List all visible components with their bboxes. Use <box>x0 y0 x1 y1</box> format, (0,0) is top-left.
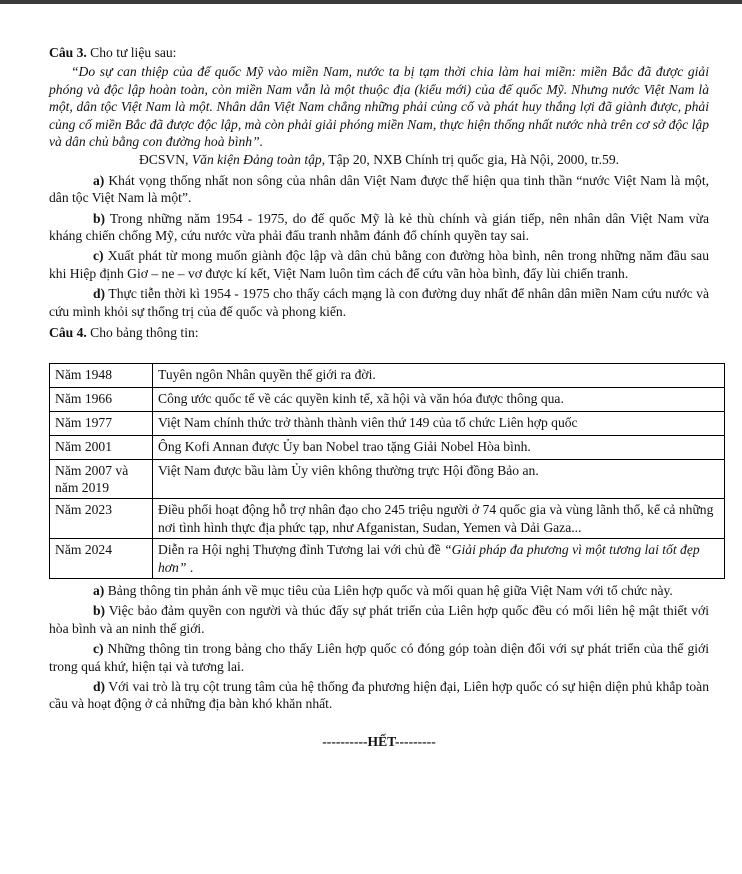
table-cell-event <box>153 539 725 579</box>
option-text: Với vai trò là trụ cột trung tâm của hệ thống đa phương hiện đại, Liên hợp quốc có sự hiện diện phủ khắp toàn cầu và hoạt động ở cả những địa bàn khó khăn nhất. <box>49 678 709 712</box>
table-row <box>50 539 725 579</box>
end-mark: ----------HẾT--------- <box>322 733 436 749</box>
table-cell-event: Công ước quốc tế về các quyền kinh tế, xã hội và văn hóa được thông qua. <box>153 387 725 411</box>
table-row <box>50 459 725 499</box>
event-text: Diễn ra Hội nghị Thượng đỉnh Tương lai với chủ đề <box>158 542 445 558</box>
option-text: Bảng thông tin phản ánh về mục tiêu của Liên hợp quốc và mối quan hệ giữa Việt Nam với tổ chức này. <box>104 582 673 598</box>
question-3-quote: “Do sự can thiệp của đế quốc Mỹ vào miền Nam, nước ta bị tạm thời chia làm hai miền: miền Bắc đã được giải phóng và độc lập hoàn toàn, còn miền Nam vẫn là một thuộc địa (kiểu mới) của đế quốc Mỹ. Nhưng nước Việt Nam là một, dân tộc Việt Nam là một. Nhân dân Việt Nam chẳng những phải củng cố và phát huy thắng lợi đã giành được, phải củng cố miền Bắc đã được độc lập, mà còn phải giải phóng miền Nam, thực hiện thống nhất nước nhà trên cơ sở độc lập và dân chủ bằng con đường hoà bình”. <box>49 64 709 150</box>
event-theme: “Giải pháp đa phương vì một tương lai tốt đẹp hơn” <box>158 542 700 575</box>
table-cell-event: Ông Kofi Annan được Ủy ban Nobel trao tặng Giải Nobel Hòa bình. <box>153 435 725 459</box>
option-text: Trong những năm 1954 - 1975, do đế quốc Mỹ là kẻ thù chính và gián tiếp, nên nhân dân Việt Nam vừa kháng chiến chống Mỹ, cứu nước vừa phải đấu tranh nhằm đánh đổ chính quyền tay sai. <box>49 210 709 244</box>
table-row <box>50 499 725 539</box>
option-key: d) <box>93 678 106 694</box>
question-3-source <box>49 151 709 168</box>
table-cell-event: Tuyên ngôn Nhân quyền thế giới ra đời. <box>153 363 725 387</box>
table-cell-year: Năm 1948 <box>50 363 153 387</box>
table-cell-year: Năm 1977 <box>50 411 153 435</box>
table-cell-year: Năm 2007 và năm 2019 <box>50 459 153 499</box>
table-cell-event: Việt Nam chính thức trở thành thành viên thứ 149 của tổ chức Liên hợp quốc <box>153 411 725 435</box>
option-text: Khát vọng thống nhất non sông của nhân dân Việt Nam được thể hiện qua tinh thần “nước Việt Nam là một, dân tộc Việt Nam là một”. <box>49 172 709 206</box>
option-key: b) <box>93 603 106 619</box>
table-row <box>50 387 725 411</box>
option-key: a) <box>93 582 105 598</box>
option-key: c) <box>93 641 104 657</box>
info-table <box>49 363 725 579</box>
source-title: Văn kiện Đảng toàn tập <box>191 152 322 168</box>
question-4-option-d <box>49 678 709 713</box>
question-3-option-d <box>49 285 709 320</box>
table-cell-year: Năm 1966 <box>50 387 153 411</box>
table-cell-year: Năm 2001 <box>50 435 153 459</box>
option-text: Việc bảo đảm quyền con người và thúc đẩy sự phát triển của Liên hợp quốc đều có mối liên hệ mật thiết với hòa bình và an ninh thế giới. <box>49 603 709 636</box>
question-4-label: Câu 4. <box>49 325 87 341</box>
question-3-label: Câu 3. <box>49 45 87 60</box>
document-page <box>49 44 714 750</box>
question-3-intro: Cho tư liệu sau: <box>86 45 177 60</box>
table-cell-year: Năm 2024 <box>50 539 153 579</box>
option-text: Thực tiễn thời kì 1954 - 1975 cho thấy cách mạng là con đường duy nhất để nhân dân miền Nam cứu nước và cứu mình khỏi sự thống trị của đế quốc và phong kiến. <box>49 286 709 319</box>
option-key: d) <box>93 286 106 302</box>
option-key: a) <box>93 172 105 188</box>
question-3-option-b <box>49 210 709 245</box>
question-4-option-c <box>49 640 709 675</box>
option-text: Những thông tin trong bảng cho thấy Liên hợp quốc có đóng góp toàn diện đối với sự phát triển của thế giới trong quá khứ, hiện tại và tương lai. <box>49 641 709 674</box>
event-tail: . <box>186 559 194 575</box>
question-4-intro: Cho bảng thông tin: <box>86 325 199 341</box>
option-key: c) <box>93 248 104 264</box>
source-details: , Tập 20, NXB Chính trị quốc gia, Hà Nội, 2000, tr.59. <box>321 152 620 168</box>
table-cell-year: Năm 2023 <box>50 499 153 539</box>
question-4-heading <box>49 324 709 341</box>
source-author: ĐCSVN, <box>138 152 192 168</box>
table-row <box>50 363 725 387</box>
question-3-heading <box>49 44 709 61</box>
option-key: b) <box>93 210 106 226</box>
question-3-option-a <box>49 172 709 207</box>
table-cell-event: Việt Nam được bầu làm Ủy viên không thường trực Hội đồng Bảo an. <box>153 459 725 499</box>
table-row <box>50 435 725 459</box>
question-4-option-b <box>49 602 709 637</box>
table-cell-event: Điều phối hoạt động hỗ trợ nhân đạo cho 245 triệu người ở 74 quốc gia và vùng lãnh thổ, kể cả những nơi tình hình thực địa phức tạp, như Afganistan, Sudan, Yemen và Dải Gaza... <box>153 499 725 539</box>
table-row <box>50 411 725 435</box>
question-3-option-c <box>49 247 709 282</box>
question-4-option-a <box>49 582 709 599</box>
top-border <box>0 0 742 4</box>
option-text: Xuất phát từ mong muốn giành độc lập và dân chủ bằng con đường hòa bình, nên trong những năm đầu sau khi Hiệp định Giơ – ne – vơ được kí kết, Việt Nam luôn tìm cách để cứu vãn hòa bình, đấy lùi chiến tranh. <box>49 248 709 281</box>
